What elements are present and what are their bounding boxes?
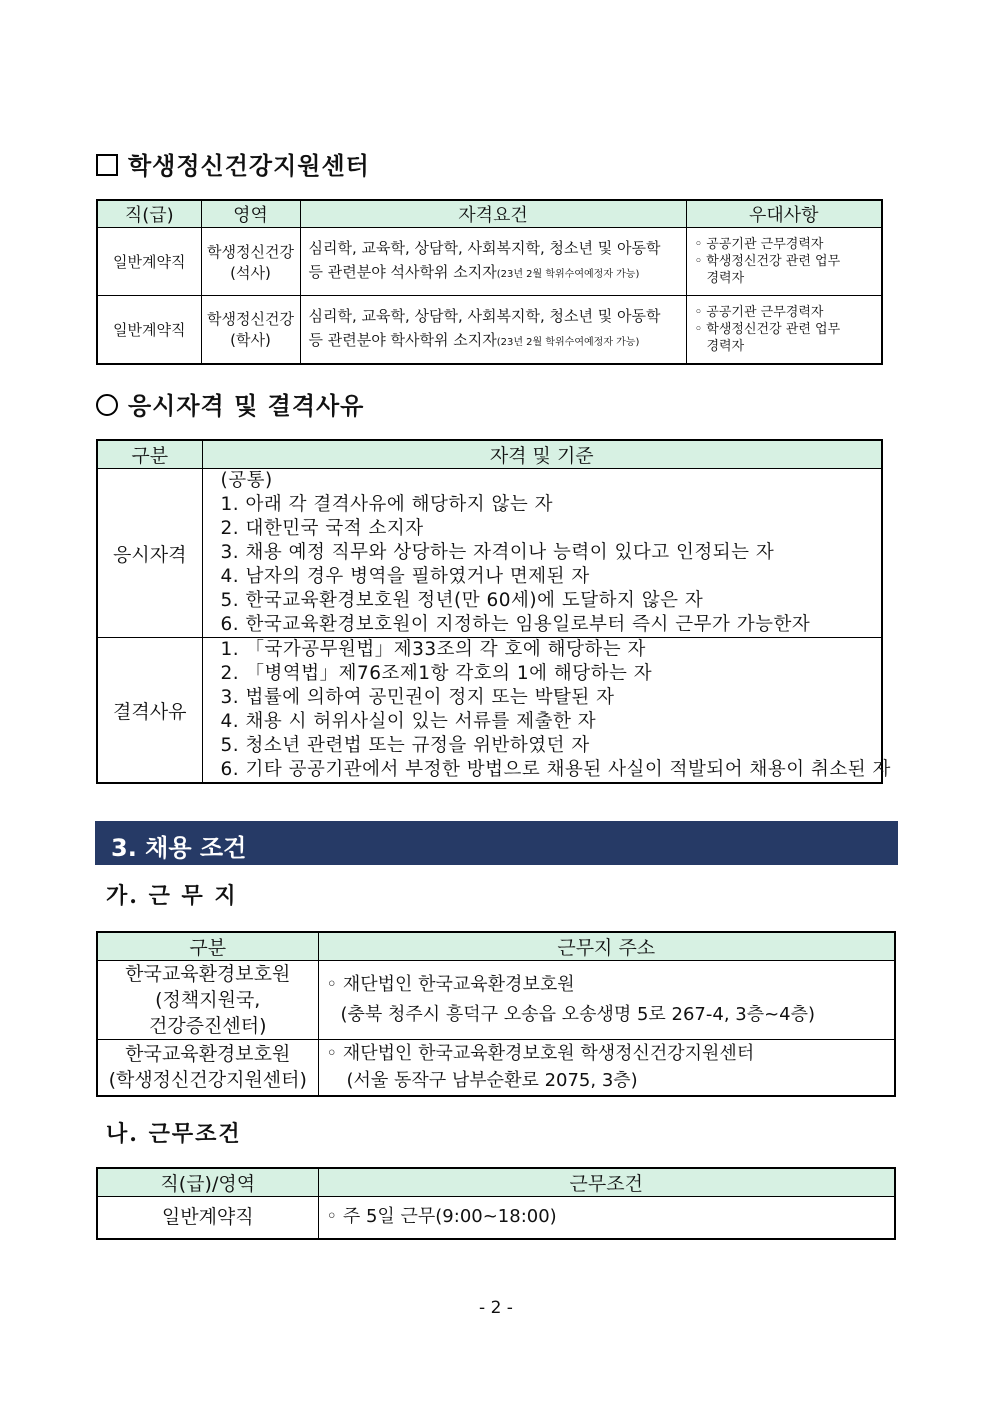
conditions-table <box>96 1167 896 1240</box>
disqualification-list: 1. 「국가공무원법」제33조의 각 호에 해당하는 자 2. 「병역법」제76조제1항 각호의 1에 해당하는 자 3. 법률에 의하여 공민권이 정지 또는 박탈된 자 4. 채용 시 허위사실이 있는 서류를 제출한 자 5. 청소년 관련법 또는 규정을 위반하였던 자 6. 기타 공공기관에서 부정한 방법으로 채용된 사실이 적발되어 채용이 취소된 자 <box>202 638 882 784</box>
checkbox-square-icon <box>96 154 118 176</box>
qualification-section-title: 응시자격 및 결격사유 <box>96 386 364 421</box>
header-criteria: 자격 및 기준 <box>202 440 882 469</box>
conditions-title: 나. 근무조건 <box>106 1121 242 1147</box>
header-address: 근무지 주소 <box>318 932 895 961</box>
area-cell: 학생정신건강 (석사) <box>201 228 300 296</box>
table-header-row <box>97 440 882 469</box>
qualification-table <box>96 439 891 784</box>
circle-bullet-icon <box>96 394 118 416</box>
table-header-row <box>97 200 882 228</box>
table-row <box>97 228 882 296</box>
center-position-table <box>96 199 883 365</box>
grade-cell: 일반계약직 <box>97 1197 318 1239</box>
table-row <box>97 296 882 364</box>
workplace-table <box>96 931 896 1097</box>
preference-cell: ◦ 공공기관 근무경력자 ◦ 학생정신건강 관련 업무 경력자 <box>686 228 882 296</box>
table-header-row <box>97 932 895 961</box>
eligibility-label: 응시자격 <box>97 469 202 638</box>
disqualification-label: 결격사유 <box>97 638 202 784</box>
requirement-cell: 심리학, 교육학, 상담학, 사회복지학, 청소년 및 아동학 등 관련분야 학사학위 소지자(23년 2월 학위수여예정자 가능) <box>300 296 686 364</box>
disqualification-row <box>97 638 882 784</box>
workplace-name: 한국교육환경보호원 (정책지원국, 건강증진센터) <box>97 961 318 1040</box>
eligibility-list: (공통) 1. 아래 각 결격사유에 해당하지 않는 자 2. 대한민국 국적 소지자 3. 채용 예정 직무와 상당하는 자격이나 능력이 있다고 인정되는 자 4. 남자의 경우 병역을 필하였거나 면제된 자 5. 한국교육환경보호원 정년(만 60세)에 도달하지 않은 자 6. 한국교육환경보호원이 지정하는 임용일로부터 즉시 근무가 가능한자 <box>202 469 882 638</box>
header-grade-area: 직(급)/영역 <box>97 1168 318 1197</box>
header-area: 영역 <box>201 200 300 228</box>
grade-cell: 일반계약직 <box>97 296 201 364</box>
header-category: 구분 <box>97 932 318 961</box>
eligibility-row <box>97 469 882 638</box>
workplace-title: 가. 근 무 지 <box>106 883 238 909</box>
section-banner: 3. 채용 조건 <box>95 821 898 865</box>
table-row <box>97 961 895 1040</box>
area-cell: 학생정신건강 (학사) <box>201 296 300 364</box>
header-preference: 우대사항 <box>686 200 882 228</box>
header-requirements: 자격요건 <box>300 200 686 228</box>
requirement-cell: 심리학, 교육학, 상담학, 사회복지학, 청소년 및 아동학 등 관련분야 석사학위 소지자(23년 2월 학위수여예정자 가능) <box>300 228 686 296</box>
center-section-title: 학생정신건강지원센터 <box>96 146 370 181</box>
preference-cell: ◦ 공공기관 근무경력자 ◦ 학생정신건강 관련 업무 경력자 <box>686 296 882 364</box>
table-header-row <box>97 1168 895 1197</box>
grade-cell: 일반계약직 <box>97 228 201 296</box>
table-row <box>97 1197 895 1239</box>
header-grade: 직(급) <box>97 200 201 228</box>
workplace-address: ◦ 재단법인 한국교육환경보호원 (충북 청주시 흥덕구 오송읍 오송생명 5로 267-4, 3층~4층) <box>318 961 895 1040</box>
header-conditions: 근무조건 <box>318 1168 895 1197</box>
header-category: 구분 <box>97 440 202 469</box>
workplace-address: ◦ 재단법인 한국교육환경보호원 학생정신건강지원센터 (서울 동작구 남부순환로 2075, 3층) <box>318 1040 895 1096</box>
condition-cell: ◦ 주 5일 근무(9:00~18:00) <box>318 1197 895 1239</box>
workplace-name: 한국교육환경보호원 (학생정신건강지원센터) <box>97 1040 318 1096</box>
table-row <box>97 1040 895 1096</box>
page-number: - 2 - <box>479 1298 513 1318</box>
